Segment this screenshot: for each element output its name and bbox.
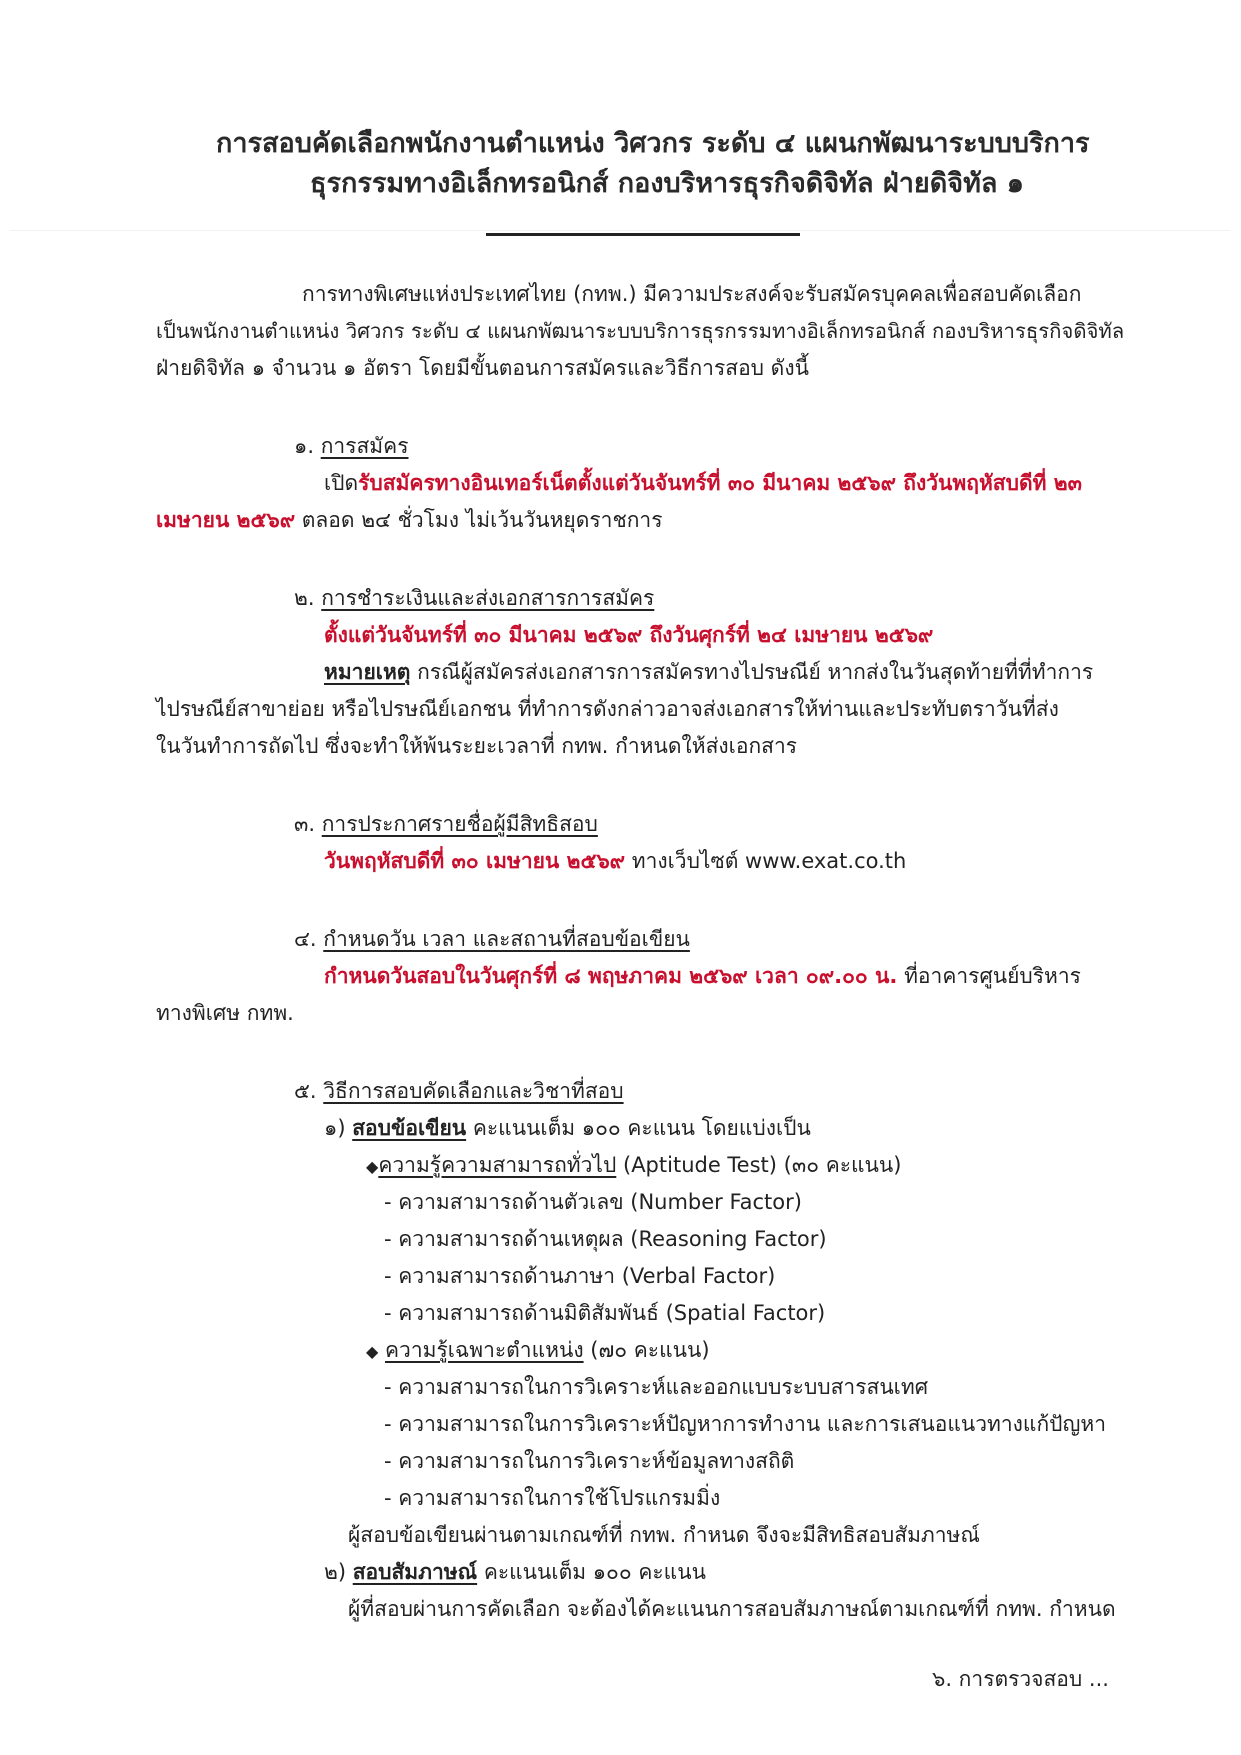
specific-item: - ความสามารถในการวิเคราะห์และออกแบบระบบสารสนเทศ — [384, 1375, 929, 1399]
section-1-period-end-red: เมษายน ๒๕๖๙ — [156, 508, 296, 532]
aptitude-line — [366, 1150, 901, 1182]
section-3-heading — [294, 809, 598, 839]
section-1-number: ๑. — [294, 434, 315, 458]
section-1-line-2 — [156, 505, 662, 535]
specific-label: ความรู้เฉพาะตำแหน่ง — [385, 1338, 584, 1362]
title-line-1: การสอบคัดเลือกพนักงานตำแหน่ง วิศวกร ระดับ ๔ แผนกพัฒนาระบบบริการ — [216, 128, 1090, 159]
section-2-heading — [294, 583, 654, 613]
intro-line-2: เป็นพนักงานตำแหน่ง วิศวกร ระดับ ๔ แผนกพัฒนาระบบบริการธุรกรรมทางอิเล็กทรอนิกส์ กองบริหารธุรกิจดิจิทัล — [156, 319, 1125, 343]
specific-detail: (๗๐ คะแนน) — [590, 1338, 710, 1362]
interview-pass-criteria: ผู้ที่สอบผ่านการคัดเลือก จะต้องได้คะแนนการสอบสัมภาษณ์ตามเกณฑ์ที่ กทพ. กำหนด — [348, 1597, 1116, 1621]
specific-line — [366, 1335, 710, 1367]
section-5-title: วิธีการสอบคัดเลือกและวิชาที่สอบ — [323, 1079, 624, 1103]
scan-artifact-line — [10, 230, 1230, 231]
section-1-period-red: รับสมัครทางอินเทอร์เน็ตตั้งแต่วันจันทร์ที่ ๓๐ มีนาคม ๒๕๖๙ ถึงวันพฤหัสบดีที่ ๒๓ — [358, 471, 1082, 495]
section-2-date-red: ตั้งแต่วันจันทร์ที่ ๓๐ มีนาคม ๒๕๖๙ ถึงวันศุกร์ที่ ๒๔ เมษายน ๒๕๖๙ — [324, 623, 934, 647]
aptitude-label: ความรู้ความสามารถทั่วไป — [378, 1153, 617, 1177]
specific-item: - ความสามารถในการใช้โปรแกรมมิ่ง — [384, 1486, 721, 1510]
written-pass-criteria: ผู้สอบข้อเขียนผ่านตามเกณฑ์ที่ กทพ. กำหนด จึงจะมีสิทธิสอบสัมภาษณ์ — [348, 1523, 980, 1547]
written-exam-line — [324, 1113, 811, 1143]
title-underline-rule — [486, 233, 800, 236]
section-3-title: การประกาศรายชื่อผู้มีสิทธิสอบ — [321, 812, 598, 836]
interview-score: คะแนนเต็ม ๑๐๐ คะแนน — [483, 1560, 706, 1584]
section-2-note-text-1: กรณีผู้สมัครส่งเอกสารการสมัครทางไปรษณีย์ หากส่งในวันสุดท้ายที่ที่ทำการ — [417, 660, 1094, 684]
section-1-heading — [294, 431, 408, 461]
section-2-note-line-3: ในวันทำการถัดไป ซึ่งจะทำให้พ้นระยะเวลาที่ กทพ. กำหนดให้ส่งเอกสาร — [156, 734, 798, 758]
section-3-date-red: วันพฤหัสบดีที่ ๓๐ เมษายน ๒๕๖๙ — [324, 849, 626, 873]
section-4-date-red: กำหนดวันสอบในวันศุกร์ที่ ๘ พฤษภาคม ๒๕๖๙ เวลา ๐๙.๐๐ น. — [324, 964, 898, 988]
next-page-continuation: ๖. การตรวจสอบ ... — [932, 1667, 1109, 1691]
section-2-note-line-1 — [324, 657, 1093, 687]
written-exam-label: สอบข้อเขียน — [352, 1116, 467, 1140]
section-2-note-label: หมายเหตุ — [324, 660, 411, 684]
section-4-title: กำหนดวัน เวลา และสถานที่สอบข้อเขียน — [323, 927, 690, 951]
intro-line-1: การทางพิเศษแห่งประเทศไทย (กทพ.) มีความประสงค์จะรับสมัครบุคคลเพื่อสอบคัดเลือก — [302, 282, 1082, 306]
written-exam-score: คะแนนเต็ม ๑๐๐ คะแนน โดยแบ่งเป็น — [472, 1116, 811, 1140]
written-exam-number: ๑) — [324, 1116, 346, 1140]
title-line-2: ธุรกรรมทางอิเล็กทรอนิกส์ กองบริหารธุรกิจดิจิทัล ฝ่ายดิจิทัล ๑ — [310, 168, 1024, 199]
section-5-heading — [294, 1076, 624, 1106]
section-1-title: การสมัคร — [320, 434, 409, 458]
interview-label: สอบสัมภาษณ์ — [352, 1560, 478, 1584]
section-4-line-2: ทางพิเศษ กทพ. — [156, 1001, 294, 1025]
section-4-venue: ที่อาคารศูนย์บริหาร — [904, 964, 1081, 988]
section-4-number: ๔. — [294, 927, 317, 951]
interview-number: ๒) — [324, 1560, 347, 1584]
aptitude-item: - ความสามารถด้านมิติสัมพันธ์ (Spatial Factor) — [384, 1301, 826, 1325]
section-4-line-1 — [324, 961, 1081, 991]
bullet-diamond-icon: ◆ — [366, 1342, 379, 1361]
section-1-open-word: เปิด — [324, 471, 359, 495]
bullet-diamond-icon: ◆ — [366, 1157, 379, 1176]
aptitude-detail: (Aptitude Test) (๓๐ คะแนน) — [623, 1153, 902, 1177]
section-2-note-line-2: ไปรษณีย์สาขาย่อย หรือไปรษณีย์เอกชน ที่ทำการดังกล่าวอาจส่งเอกสารให้ท่านและประทับตราวันที่ส่ง — [156, 697, 1059, 721]
specific-item: - ความสามารถในการวิเคราะห์ข้อมูลทางสถิติ — [384, 1449, 795, 1473]
section-5-number: ๕. — [294, 1079, 317, 1103]
section-2-title: การชำระเงินและส่งเอกสารการสมัคร — [321, 586, 655, 610]
section-3-line — [324, 846, 906, 876]
intro-line-3: ฝ่ายดิจิทัล ๑ จำนวน ๑ อัตรา โดยมีขั้นตอนการสมัครและวิธีการสอบ ดังนี้ — [156, 356, 809, 380]
aptitude-item: - ความสามารถด้านเหตุผล (Reasoning Factor) — [384, 1227, 827, 1251]
section-2-number: ๒. — [294, 586, 315, 610]
section-1-hours: ตลอด ๒๔ ชั่วโมง ไม่เว้นวันหยุดราชการ — [301, 508, 663, 532]
section-4-heading — [294, 924, 690, 954]
interview-line — [324, 1557, 706, 1587]
aptitude-item: - ความสามารถด้านภาษา (Verbal Factor) — [384, 1264, 776, 1288]
aptitude-item: - ความสามารถด้านตัวเลข (Number Factor) — [384, 1190, 802, 1214]
section-1-line-1 — [324, 468, 1082, 498]
section-3-number: ๓. — [294, 812, 316, 836]
section-3-website: ทางเว็บไซต์ www.exat.co.th — [631, 849, 907, 873]
specific-item: - ความสามารถในการวิเคราะห์ปัญหาการทำงาน และการเสนอแนวทางแก้ปัญหา — [384, 1412, 1107, 1436]
